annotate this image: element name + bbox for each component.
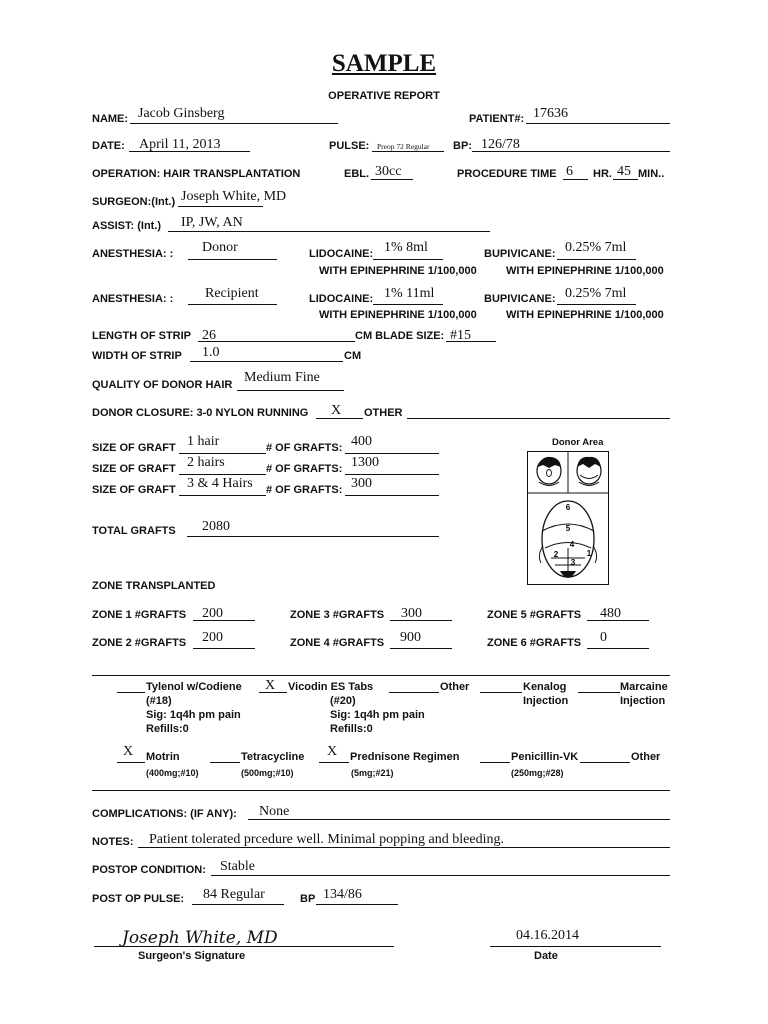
complications-line	[248, 819, 670, 820]
num-grafts-value-3: 300	[351, 476, 372, 491]
complications-label: COMPLICATIONS: (IF ANY):	[92, 808, 237, 820]
kenalog-sub: Injection	[523, 695, 569, 707]
quality-donor-label: QUALITY OF DONOR HAIR	[92, 379, 233, 391]
anesthesia1-line	[188, 259, 277, 260]
anesthesia2-line	[188, 304, 277, 305]
blade-size-value: #15	[450, 328, 471, 343]
marcaine-sub: Injection	[620, 695, 666, 707]
zone-label-1: 1	[586, 549, 592, 558]
min-label: MIN..	[638, 168, 665, 180]
complications-value: None	[259, 804, 290, 819]
length-strip-value: 26	[202, 328, 216, 343]
lidocaine2-epinephrine: WITH EPINEPHRINE 1/100,000	[319, 309, 477, 321]
postop-condition-label: POSTOP CONDITION:	[92, 864, 206, 876]
penicillin-dose: (250mg;#28)	[511, 768, 564, 778]
post-op-bp-label: BP	[300, 893, 316, 905]
surgeon-line	[178, 206, 263, 207]
zone-label-3: 3	[570, 558, 576, 567]
zone-label-5: 5	[565, 524, 571, 533]
bupivicaine2-epinephrine: WITH EPINEPHRINE 1/100,000	[506, 309, 664, 321]
bp-value: 126/78	[481, 137, 520, 152]
donor-area-title: Donor Area	[552, 437, 604, 448]
tylenol-qty: (#18)	[146, 695, 172, 707]
num-grafts-line-1	[345, 453, 439, 454]
operation-label: OPERATION: HAIR TRANSPLANTATION	[92, 168, 301, 180]
lidocaine2-line	[373, 304, 443, 305]
bupivicaine1-line	[557, 259, 636, 260]
penicillin-name: Penicillin-VK	[511, 751, 579, 763]
bupivicaine1-label: BUPIVICANE:	[484, 248, 556, 260]
post-op-bp-value: 134/86	[323, 887, 362, 902]
ebl-label: EBL.	[344, 168, 370, 180]
size-graft-line-3	[179, 495, 266, 496]
blade-size-label: CM BLADE SIZE:	[355, 330, 445, 342]
document-title: SAMPLE	[331, 50, 437, 77]
lidocaine1-label: LIDOCAINE:	[309, 248, 374, 260]
anesthesia2-label: ANESTHESIA: :	[92, 293, 174, 305]
donor-closure-label: DONOR CLOSURE: 3-0 NYLON RUNNING	[92, 407, 309, 419]
hr-label: HR.	[593, 168, 612, 180]
num-grafts-label-1: # OF GRAFTS:	[266, 442, 343, 454]
tylenol-name: Tylenol w/Codiene	[146, 681, 242, 693]
surgeon-signature: Joseph White, MD	[122, 928, 278, 948]
zone6-label: ZONE 6 #GRAFTS	[487, 637, 582, 649]
cm-label: CM	[344, 350, 362, 362]
total-grafts-value: 2080	[202, 519, 230, 534]
bupivicaine1-value: 0.25% 7ml	[565, 240, 627, 255]
tetracycline-dose: (500mg;#10)	[241, 768, 294, 778]
lidocaine1-value: 1% 8ml	[384, 240, 428, 255]
closure-other-line	[407, 418, 670, 419]
post-op-bp-line	[316, 904, 398, 905]
zone1-value: 200	[202, 606, 223, 621]
width-strip-line	[190, 361, 343, 362]
date-caption: Date	[534, 950, 558, 962]
zone6-value: 0	[600, 630, 607, 645]
tetracycline-name: Tetracycline	[241, 751, 305, 763]
prednisone-name: Prednisone Regimen	[350, 751, 460, 763]
zone-label-4: 4	[569, 540, 575, 549]
zone4-line	[390, 648, 452, 649]
vicodin-qty: (#20)	[330, 695, 356, 707]
patient-value: 17636	[533, 106, 568, 121]
bupivicaine1-epinephrine: WITH EPINEPHRINE 1/100,000	[506, 265, 664, 277]
size-graft-value-2: 2 hairs	[187, 455, 225, 470]
zone2-label: ZONE 2 #GRAFTS	[92, 637, 187, 649]
zone4-label: ZONE 4 #GRAFTS	[290, 637, 385, 649]
assist-line	[168, 231, 490, 232]
width-strip-value: 1.0	[202, 345, 220, 360]
other2-name: Other	[631, 751, 661, 763]
vicodin-name: Vicodin ES Tabs	[288, 681, 374, 693]
motrin-dose: (400mg;#10)	[146, 768, 199, 778]
medications-divider-bottom	[92, 790, 670, 791]
tylenol-refills: Refills:0	[146, 723, 189, 735]
assist-label: ASSIST: (Int.)	[92, 220, 162, 232]
marcaine-name: Marcaine	[620, 681, 668, 693]
vicodin-refills: Refills:0	[330, 723, 373, 735]
sign-date-line	[490, 946, 661, 947]
num-grafts-value-2: 1300	[351, 455, 379, 470]
num-grafts-value-1: 400	[351, 434, 372, 449]
procedure-hr-value: 6	[566, 164, 573, 179]
surgeon-label: SURGEON:(Int.)	[92, 196, 176, 208]
lidocaine2-value: 1% 11ml	[384, 286, 435, 301]
num-grafts-line-3	[345, 495, 439, 496]
vicodin-sig: Sig: 1q4h pm pain	[330, 709, 425, 721]
width-strip-label: WIDTH OF STRIP	[92, 350, 182, 362]
name-value: Jacob Ginsberg	[138, 106, 225, 121]
postop-condition-value: Stable	[220, 859, 255, 874]
pulse-label: PULSE:	[329, 140, 370, 152]
closure-running-mark: X	[331, 403, 342, 418]
penicillin-checkbox-line	[480, 762, 510, 763]
patient-line	[526, 123, 670, 124]
post-op-pulse-line	[192, 904, 284, 905]
size-graft-value-3: 3 & 4 Hairs	[187, 476, 253, 491]
surgeon-value: Joseph White, MD	[181, 189, 287, 204]
date-label: DATE:	[92, 140, 125, 152]
total-grafts-line	[187, 536, 439, 537]
zone5-label: ZONE 5 #GRAFTS	[487, 609, 582, 621]
vicodin-check-mark: X	[265, 678, 276, 693]
motrin-checkbox-line	[117, 762, 145, 763]
bupivicaine2-line	[557, 304, 636, 305]
lidocaine1-epinephrine: WITH EPINEPHRINE 1/100,000	[319, 265, 477, 277]
assist-value: IP, JW, AN	[181, 215, 243, 230]
other1-checkbox-line	[389, 692, 439, 693]
other1-name: Other	[440, 681, 470, 693]
name-line	[130, 123, 338, 124]
zone2-line	[193, 648, 255, 649]
quality-donor-value: Medium Fine	[244, 370, 320, 385]
zone3-label: ZONE 3 #GRAFTS	[290, 609, 385, 621]
prednisone-dose: (5mg;#21)	[351, 768, 394, 778]
date-value: April 11, 2013	[139, 137, 221, 152]
procedure-time-label: PROCEDURE TIME	[457, 168, 557, 180]
length-strip-label: LENGTH OF STRIP	[92, 330, 191, 342]
prednisone-checkbox-line	[319, 762, 349, 763]
num-grafts-line-2	[345, 474, 439, 475]
postop-condition-line	[211, 875, 670, 876]
zone-label-2: 2	[553, 550, 559, 559]
lidocaine2-label: LIDOCAINE:	[309, 293, 374, 305]
surgeon-signature-line	[94, 946, 394, 947]
pulse-line	[372, 151, 444, 152]
kenalog-name: Kenalog	[523, 681, 567, 693]
quality-donor-line	[237, 390, 344, 391]
document-subtitle: OPERATIVE REPORT	[328, 90, 440, 102]
surgeon-signature-caption: Surgeon's Signature	[138, 950, 246, 962]
tetracycline-checkbox-line	[210, 762, 240, 763]
anesthesia1-label: ANESTHESIA: :	[92, 248, 174, 260]
anesthesia1-value: Donor	[202, 240, 238, 255]
pulse-value: Preop 72 Regular	[377, 142, 430, 151]
zone6-line	[587, 648, 649, 649]
num-grafts-label-2: # OF GRAFTS:	[266, 463, 343, 475]
post-op-pulse-value: 84 Regular	[203, 887, 265, 902]
notes-label: NOTES:	[92, 836, 134, 848]
size-graft-line-2	[179, 474, 266, 475]
total-grafts-label: TOTAL GRAFTS	[92, 525, 176, 537]
zone1-label: ZONE 1 #GRAFTS	[92, 609, 187, 621]
size-graft-label-1: SIZE OF GRAFT	[92, 442, 176, 454]
zone5-value: 480	[600, 606, 621, 621]
bupivicaine2-label: BUPIVICANE:	[484, 293, 556, 305]
motrin-check-mark: X	[123, 744, 134, 759]
zone2-value: 200	[202, 630, 223, 645]
size-graft-label-2: SIZE OF GRAFT	[92, 463, 176, 475]
zone3-value: 300	[401, 606, 422, 621]
size-graft-label-3: SIZE OF GRAFT	[92, 484, 176, 496]
motrin-name: Motrin	[146, 751, 180, 763]
patient-label: PATIENT#:	[469, 113, 525, 125]
post-op-pulse-label: POST OP PULSE:	[92, 893, 185, 905]
zone-transplanted-label: ZONE TRANSPLANTED	[92, 580, 216, 592]
tylenol-sig: Sig: 1q4h pm pain	[146, 709, 241, 721]
sign-date-value: 04.16.2014	[516, 928, 579, 943]
medications-divider-top	[92, 675, 670, 676]
marcaine-checkbox-line	[578, 692, 620, 693]
tylenol-checkbox-line	[117, 692, 145, 693]
notes-value: Patient tolerated prcedure well. Minimal popping and bleeding.	[149, 832, 504, 847]
procedure-min-value: 45	[617, 164, 631, 179]
zone-label-6: 6	[565, 503, 571, 512]
anesthesia2-value: Recipient	[205, 286, 259, 301]
prednisone-check-mark: X	[327, 744, 338, 759]
zone4-value: 900	[400, 630, 421, 645]
bupivicaine2-value: 0.25% 7ml	[565, 286, 627, 301]
size-graft-value-1: 1 hair	[187, 434, 220, 449]
kenalog-checkbox-line	[480, 692, 522, 693]
size-graft-line-1	[179, 453, 266, 454]
closure-other-label: OTHER	[364, 407, 403, 419]
lidocaine1-line	[373, 259, 443, 260]
other2-checkbox-line	[580, 762, 630, 763]
num-grafts-label-3: # OF GRAFTS:	[266, 484, 343, 496]
name-label: NAME:	[92, 113, 129, 125]
bp-label: BP:	[453, 140, 472, 152]
length-strip-line	[198, 341, 355, 342]
donor-area-diagram	[527, 451, 609, 585]
ebl-value: 30cc	[375, 164, 402, 179]
